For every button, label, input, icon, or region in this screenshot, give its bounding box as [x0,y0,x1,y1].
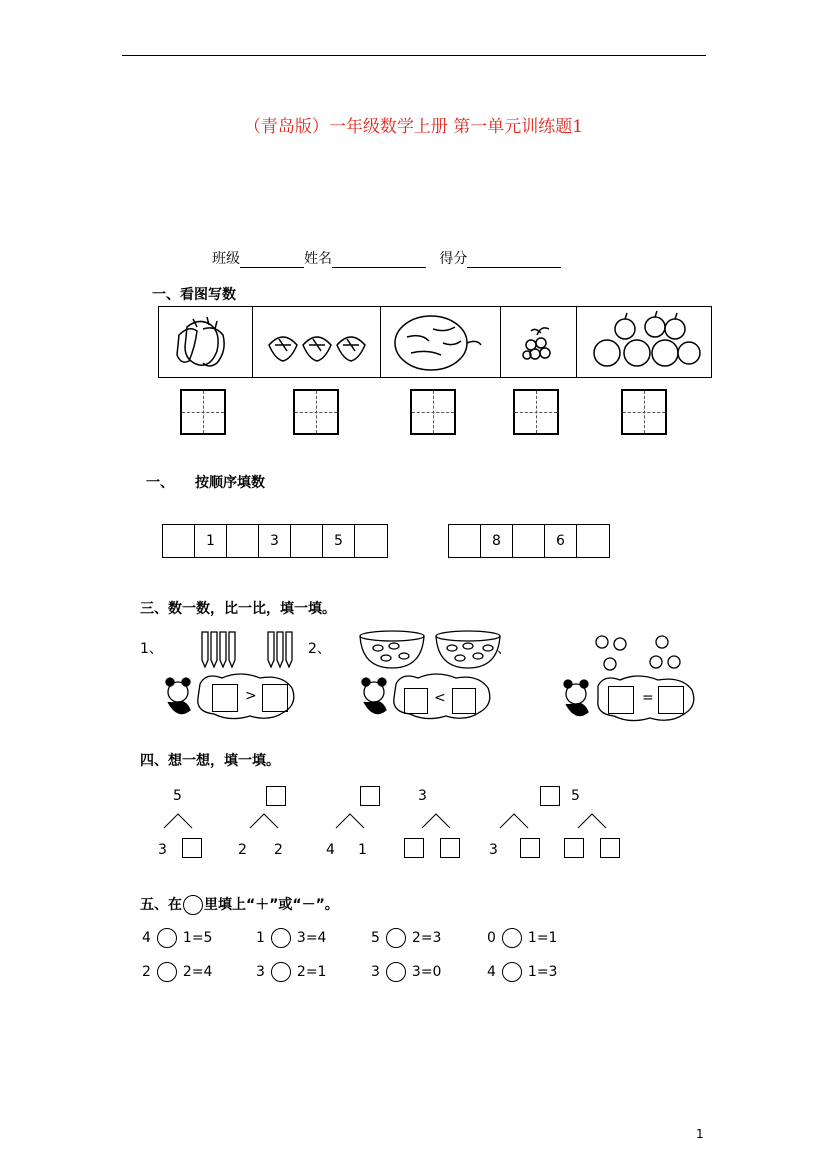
peppers-picture [159,307,253,377]
seq1-cell: 5 [323,525,355,557]
equation: 2 2=4 [142,964,213,980]
answer-grid-1[interactable] [180,389,226,435]
decomp-bottom-3b: 1 [358,842,367,858]
compare-label-3: 、 [497,641,511,657]
operator-circle[interactable] [157,962,177,982]
equation: 0 1=1 [487,930,558,946]
compare-op-1: > [245,688,257,704]
section-1-title: 一、看图写数 [152,287,236,303]
decomp-box-1[interactable] [182,838,202,858]
oranges-picture [588,632,698,676]
equation: 1 3=4 [256,930,327,946]
sequence-row-2 [448,524,610,558]
watermelon-picture [381,307,501,377]
fishbowls-picture [356,628,506,672]
apples-picture [577,307,711,377]
answer-grid-2[interactable] [293,389,339,435]
compare-label-1: 1、 [140,641,163,657]
operator-circle[interactable] [271,962,291,982]
section-3-title: 三、数一数，比一比，填一填。 [140,601,336,617]
seq2-cell[interactable] [577,525,609,557]
seq1-cell[interactable] [227,525,259,557]
decomp-bottom-2b: 2 [274,842,283,858]
equation: 4 1=5 [142,930,213,946]
decomp-bottom-2a: 2 [238,842,247,858]
decomp-branches [0,808,827,830]
operator-circle[interactable] [386,928,406,948]
seq2-cell[interactable] [449,525,481,557]
compare-box-3a[interactable] [608,686,634,714]
compare-box-3b[interactable] [658,686,684,714]
compare-label-2: 2、 [308,641,331,657]
decomp-box-6a[interactable] [564,838,584,858]
seq1-cell: 3 [259,525,291,557]
section-5-prefix: 五、在 [140,897,182,913]
circle-icon [183,895,203,915]
info-line [212,248,561,268]
operator-circle[interactable] [502,962,522,982]
decomp-bottom-1: 3 [158,842,167,858]
operator-circle[interactable] [271,928,291,948]
class-blank[interactable] [240,251,304,268]
decomp-box-4b[interactable] [440,838,460,858]
section-5-title [140,894,339,915]
answer-grid-5[interactable] [621,389,667,435]
compare-box-1b[interactable] [262,684,288,712]
decomp-top-4: 3 [418,788,427,804]
picture-row [158,306,712,378]
section-2-title: 按顺序填数 [195,475,265,491]
seq2-cell: 6 [545,525,577,557]
name-blank[interactable] [332,251,426,268]
decomp-box-3-top[interactable] [360,786,380,806]
decomp-box-2-top[interactable] [266,786,286,806]
answer-grid-3[interactable] [410,389,456,435]
decomp-box-4a[interactable] [404,838,424,858]
seq2-cell[interactable] [513,525,545,557]
equation: 5 2=3 [371,930,442,946]
peaches-picture [253,307,381,377]
decomp-box-6b[interactable] [600,838,620,858]
compare-op-3: = [642,690,654,706]
section-5-suffix: 里填上“＋”或“－”。 [204,897,339,913]
compare-box-1a[interactable] [212,684,238,712]
equation: 4 1=3 [487,964,558,980]
seq2-cell: 8 [481,525,513,557]
operator-circle[interactable] [502,928,522,948]
class-label: 班级 [212,251,240,267]
section-2-number: 一、 [146,475,174,491]
sequence-row-1 [162,524,388,558]
operator-circle[interactable] [157,928,177,948]
name-label: 姓名 [304,251,332,267]
decomp-box-5[interactable] [520,838,540,858]
equation: 3 2=1 [256,964,327,980]
compare-box-2b[interactable] [452,688,476,714]
equation: 3 3=0 [371,964,442,980]
decomp-bottom-3a: 4 [326,842,335,858]
seq1-cell[interactable] [291,525,323,557]
score-label: 得分 [439,251,468,267]
score-blank[interactable] [467,251,561,268]
page-title: （青岛版）一年级数学上册 第一单元训练题1 [243,117,584,137]
answer-grid-4[interactable] [513,389,559,435]
operator-circle[interactable] [386,962,406,982]
pencils-picture [196,628,306,670]
compare-box-2a[interactable] [404,688,428,714]
grapes-picture [501,307,577,377]
section-4-title: 四、想一想，填一填。 [140,753,280,769]
seq1-cell[interactable] [163,525,195,557]
compare-op-2: < [434,690,446,706]
page-number: 1 [696,1127,704,1141]
decomp-top-6: 5 [571,788,580,804]
header-rule [122,55,706,56]
seq1-cell: 1 [195,525,227,557]
decomp-bottom-5: 3 [489,842,498,858]
decomp-top-1: 5 [173,788,182,804]
decomp-box-5-top[interactable] [540,786,560,806]
seq1-cell[interactable] [355,525,387,557]
